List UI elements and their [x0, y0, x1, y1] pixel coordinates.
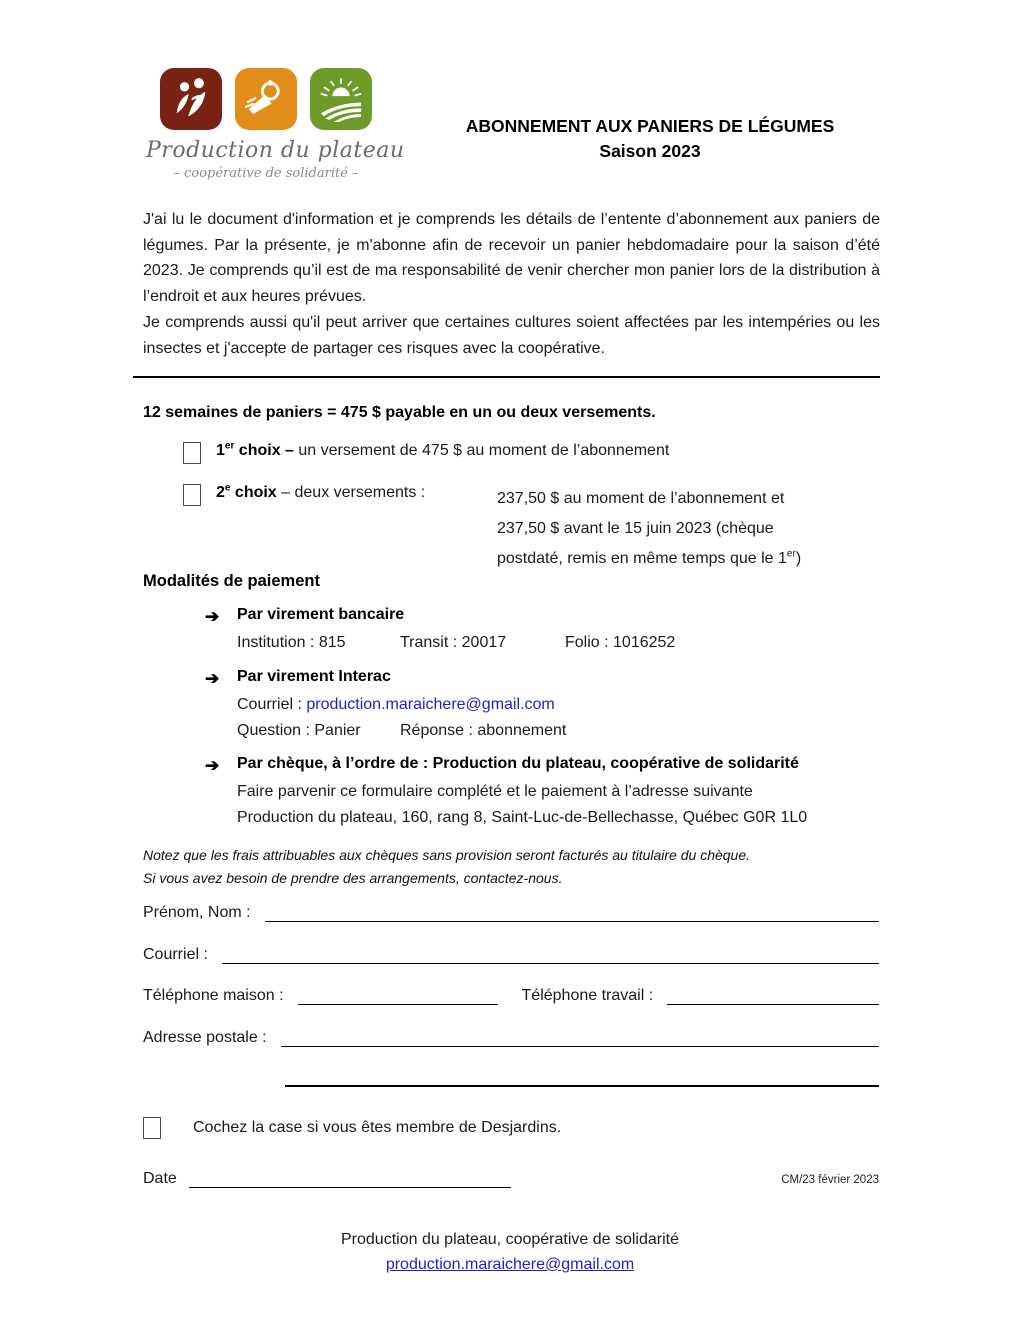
- phone-work-input-line[interactable]: [667, 984, 879, 1005]
- payment-cheque-title: Par chèque, à l’ordre de : Production du plateau, coopérative de solidarité: [237, 755, 799, 772]
- payment-cheque-item: [205, 755, 807, 831]
- name-label: Prénom, Nom :: [143, 904, 251, 921]
- title-line2: Saison 2023: [599, 141, 701, 161]
- logo-tiles: [146, 68, 386, 130]
- interac-question: Question : Panier: [237, 722, 361, 739]
- choice-1-label: [216, 442, 669, 460]
- choice-2-label: [216, 484, 425, 502]
- payment-bank-item: [205, 606, 675, 656]
- bank-transit: Transit : 20017: [400, 634, 507, 651]
- interac-email-label: Courriel :: [237, 696, 307, 713]
- payment-cheque-line2: Production du plateau, 160, rang 8, Saint-Luc-de-Bellechasse, Québec G0R 1L0: [237, 809, 808, 826]
- date-label: Date: [143, 1170, 177, 1187]
- phone-home-input-line[interactable]: [298, 984, 498, 1005]
- phone-work-label: Téléphone travail :: [521, 987, 654, 1004]
- date-input-line[interactable]: [189, 1167, 511, 1188]
- choice-2-checkbox[interactable]: [183, 484, 201, 506]
- choice-2-detail-close: ): [795, 550, 802, 567]
- email-label: Courriel :: [143, 946, 208, 963]
- payment-interac-body: [237, 668, 566, 744]
- choice-2-text: – deux versements :: [276, 484, 426, 501]
- desjardins-checkbox[interactable]: [143, 1117, 161, 1139]
- bank-institution: Institution : 815: [237, 634, 346, 651]
- logo-name: Production du plateau: [146, 138, 405, 163]
- interac-answer: Réponse : abonnement: [400, 722, 567, 739]
- vegetables-icon: [235, 68, 297, 130]
- field-sun-icon: [310, 68, 372, 130]
- choice-2-bold-rest: choix: [230, 484, 277, 501]
- choice-1-number: 1: [216, 442, 225, 459]
- choice-2-detail-line1: 237,50 $ au moment de l’abonnement et: [497, 490, 785, 507]
- address-row: [143, 1026, 879, 1047]
- title-line1: ABONNEMENT AUX PANIERS DE LÉGUMES: [465, 116, 835, 136]
- payment-interac-email-line: [237, 692, 566, 718]
- choice-2-row: [183, 484, 425, 506]
- footer-email-line: [0, 1252, 1020, 1277]
- footer-org: Production du plateau, coopérative de solidarité: [341, 1231, 679, 1248]
- pricing-heading: 12 semaines de paniers = 475 $ payable en un ou deux versements.: [143, 404, 656, 421]
- payment-bank-title: Par virement bancaire: [237, 606, 405, 623]
- address-label: Adresse postale :: [143, 1029, 267, 1046]
- choice-1-bold-rest: choix –: [234, 442, 299, 459]
- choice-1-checkbox[interactable]: [183, 442, 201, 464]
- phone-row: [143, 984, 879, 1005]
- payment-interac-item: [205, 668, 566, 744]
- nsf-note-line2: Si vous avez besoin de prendre des arrangements, contactez-nous.: [143, 869, 563, 886]
- desjardins-row: [143, 1117, 561, 1139]
- interac-email-link[interactable]: production.maraichere@gmail.com: [306, 696, 555, 713]
- people-icon: [160, 68, 222, 130]
- arrow-icon: ➔: [205, 669, 220, 688]
- footer: [0, 1227, 1020, 1277]
- nsf-note: [143, 844, 750, 889]
- choice-1-text: un versement de 475 $ au moment de l’abonnement: [298, 442, 670, 459]
- date-row: [143, 1167, 879, 1188]
- email-input-line[interactable]: [222, 943, 879, 964]
- choice-2-bold: [216, 484, 277, 501]
- address-input-line-2[interactable]: [285, 1085, 879, 1087]
- intro-paragraph-2: Je comprends aussi qu'il peut arriver que certaines cultures soient affectées par les intempéries ou les insectes et j'accepte de partager ces risques avec la coopérative.: [143, 314, 880, 357]
- section-divider: [133, 376, 880, 378]
- payment-interac-title: Par virement Interac: [237, 668, 391, 685]
- choice-2-ordinal: e: [224, 482, 231, 494]
- phone-home-label: Téléphone maison :: [143, 987, 284, 1004]
- name-row: [143, 901, 879, 922]
- name-input-line[interactable]: [265, 901, 879, 922]
- bank-folio: Folio : 1016252: [565, 634, 676, 651]
- document-version: CM/23 février 2023: [781, 1174, 879, 1186]
- logo: [146, 68, 405, 181]
- choice-2-detail-line2: 237,50 $ avant le 15 juin 2023 (chèque: [497, 520, 774, 537]
- payment-bank-body: [237, 606, 675, 656]
- payment-cheque-body: [237, 755, 807, 831]
- payment-heading: Modalités de paiement: [143, 572, 320, 590]
- payment-bank-details: [237, 630, 675, 656]
- intro-paragraph-1: J'ai lu le document d'information et je comprends les détails de l’entente d’abonnement aux paniers de légumes. Par la présente, je m'abonne afin de recevoir un panier hebdomadaire pour la saison d’été 2023. Je comprends qu’il est de ma responsabilité de venir chercher mon panier lors de la distribution à l’endroit et aux heures prévues.: [143, 211, 880, 305]
- choice-1-bold: [216, 442, 298, 459]
- email-row: [143, 943, 879, 964]
- document-title: [420, 114, 880, 164]
- desjardins-label: Cochez la case si vous êtes membre de Desjardins.: [193, 1119, 562, 1136]
- choice-2-number: 2: [216, 484, 225, 501]
- payment-cheque-line1: Faire parvenir ce formulaire complété et le paiement à l’adresse suivante: [237, 783, 753, 800]
- choice-1-ordinal: er: [224, 440, 235, 452]
- arrow-icon: ➔: [205, 756, 220, 775]
- choice-1-row: [183, 442, 669, 464]
- choice-2-detail-line3-text: postdaté, remis en même temps que le 1: [497, 550, 787, 567]
- logo-tagline: – coopérative de solidarité –: [173, 166, 359, 181]
- choice-2-details: [497, 484, 897, 574]
- choice-2-detail-ordinal: er: [786, 548, 796, 560]
- choice-2-detail-line3: [497, 544, 897, 574]
- payment-interac-qa-line: [237, 718, 566, 744]
- arrow-icon: ➔: [205, 607, 220, 626]
- footer-email-link[interactable]: production.maraichere@gmail.com: [385, 1256, 635, 1273]
- address-input-line[interactable]: [281, 1026, 879, 1047]
- nsf-note-line1: Notez que les frais attribuables aux chèques sans provision seront facturés au titulaire du chèque.: [143, 847, 751, 863]
